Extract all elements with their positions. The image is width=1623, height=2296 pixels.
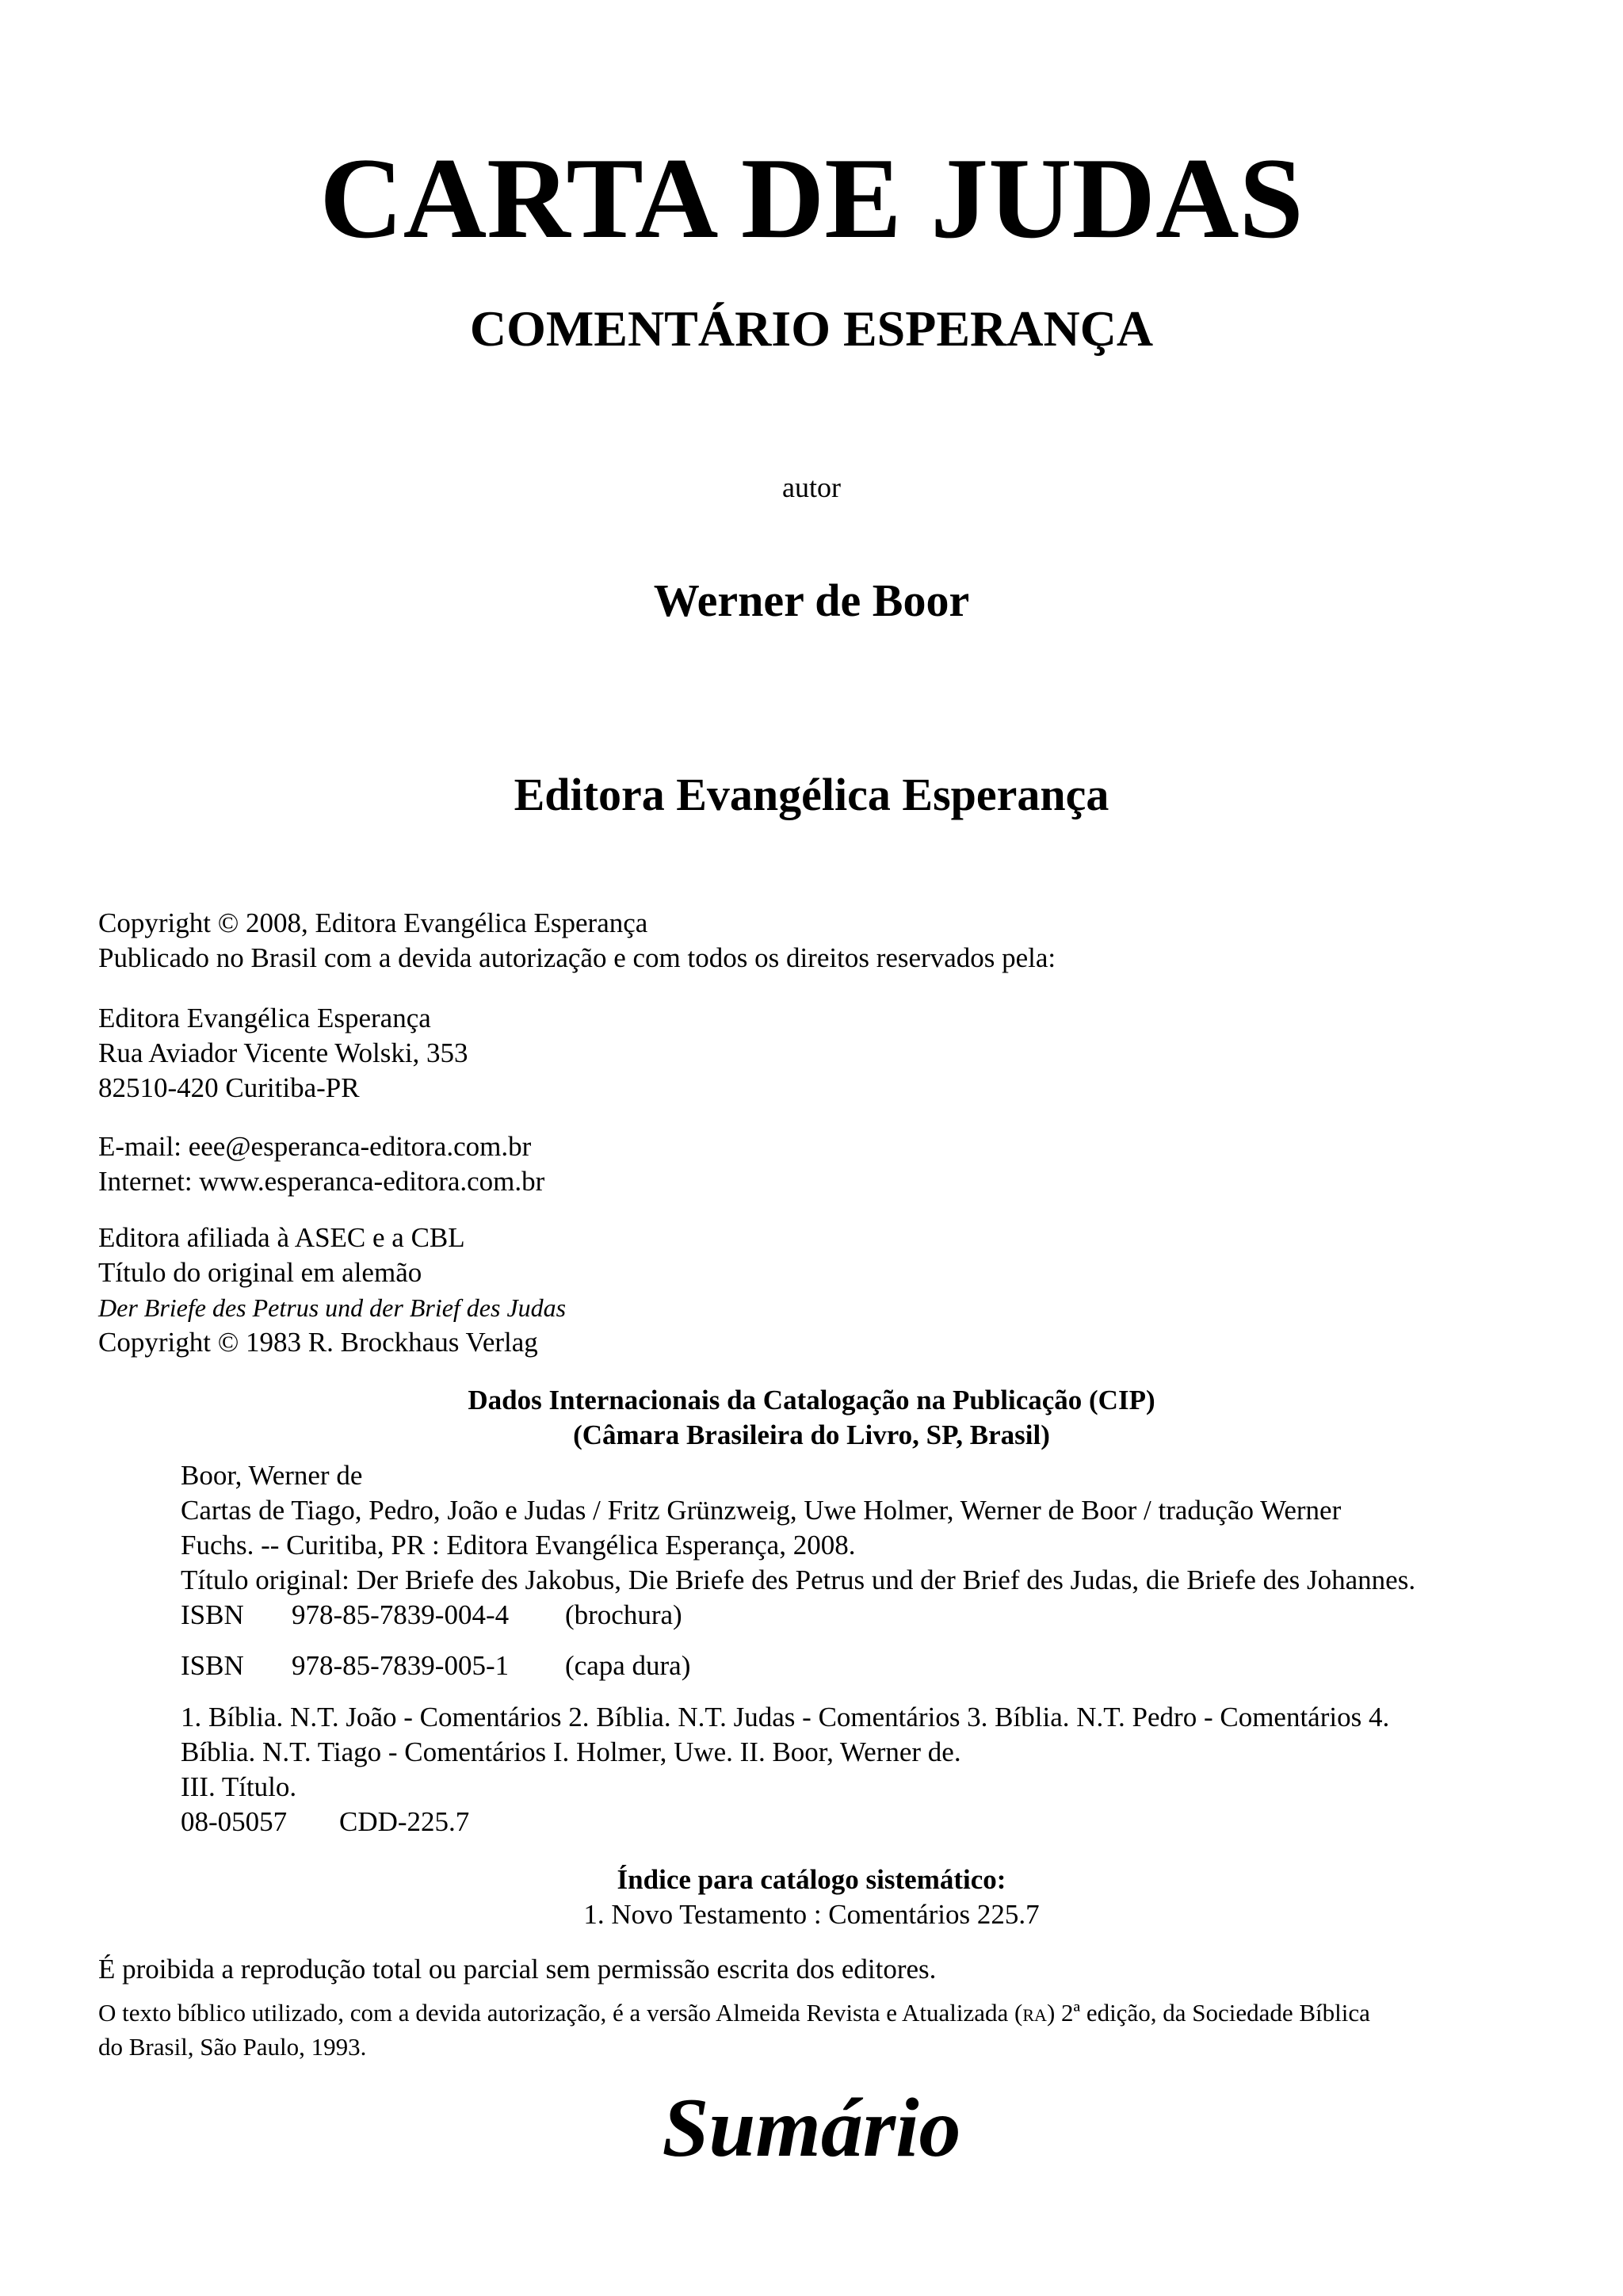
copyright-line: Copyright © 2008, Editora Evangélica Esperança bbox=[98, 907, 648, 938]
index-heading: Índice para catálogo sistemático: bbox=[617, 1864, 1006, 1895]
cip-heading bbox=[0, 1383, 1623, 1453]
email-line: E-mail: eee@esperanca-editora.com.br bbox=[98, 1131, 532, 1162]
rights-notice: É proibida a reprodução total ou parcial sem permissão escrita dos editores. bbox=[98, 1954, 937, 1985]
version-abbr: RA bbox=[1022, 2005, 1047, 2025]
cip-original-title: Título original: Der Briefe des Jakobus, Die Briefe des Petrus und der Brief des Judas, die Briefe des Johannes. bbox=[181, 1564, 1416, 1595]
address-block bbox=[98, 1001, 1525, 1106]
isbn-type: (brochura) bbox=[565, 1599, 682, 1630]
publisher-name: Editora Evangélica Esperança bbox=[514, 769, 1109, 820]
published-line: Publicado no Brasil com a devida autorização e com todos os direitos reservados pela: bbox=[98, 942, 1056, 973]
bible-note-line2: do Brasil, São Paulo, 1993. bbox=[98, 2033, 367, 2061]
contents-heading: Sumário bbox=[662, 2081, 961, 2174]
address-name: Editora Evangélica Esperança bbox=[98, 1003, 431, 1033]
isbn-label: ISBN bbox=[181, 1599, 244, 1630]
book-title: CARTA DE JUDAS bbox=[319, 134, 1304, 262]
cdd-number: CDD-225.7 bbox=[339, 1806, 470, 1837]
cdd-row bbox=[181, 1805, 1528, 1839]
contact-block bbox=[98, 1129, 1525, 1199]
cip-entry bbox=[181, 1458, 1528, 1633]
bible-note-line1: O texto bíblico utilizado, com a devida autorização, é a versão Almeida Revista e Atualizada (RA) 2ª edição, da Sociedade Bíblica bbox=[98, 1999, 1370, 2027]
cip-author: Boor, Werner de bbox=[181, 1460, 363, 1491]
cip-heading-line1: Dados Internacionais da Catalogação na Publicação (CIP) bbox=[468, 1385, 1155, 1415]
cip-subjects bbox=[181, 1700, 1528, 1839]
address-city: 82510-420 Curitiba-PR bbox=[98, 1072, 360, 1103]
book-subtitle: COMENTÁRIO ESPERANÇA bbox=[469, 300, 1154, 357]
cip-heading-line2: (Câmara Brasileira do Livro, SP, Brasil) bbox=[573, 1419, 1050, 1450]
isbn-label: ISBN bbox=[181, 1650, 244, 1681]
address-street: Rua Aviador Vicente Wolski, 353 bbox=[98, 1037, 468, 1068]
original-copyright: Copyright © 1983 R. Brockhaus Verlag bbox=[98, 1327, 538, 1358]
author-label: autor bbox=[782, 472, 841, 503]
author-name: Werner de Boor bbox=[653, 575, 970, 626]
bible-note bbox=[98, 1997, 1533, 2063]
isbn-row bbox=[181, 1648, 1528, 1683]
isbn-number: 978-85-7839-004-4 bbox=[292, 1599, 510, 1630]
original-block bbox=[98, 1221, 1525, 1360]
cip-entry-line2: Fuchs. -- Curitiba, PR : Editora Evangélica Esperança, 2008. bbox=[181, 1530, 856, 1561]
index-entry: 1. Novo Testamento : Comentários 225.7 bbox=[583, 1899, 1040, 1930]
subjects-line2: Bíblia. N.T. Tiago - Comentários I. Holmer, Uwe. II. Boor, Werner de. bbox=[181, 1736, 961, 1767]
isbn-type: (capa dura) bbox=[565, 1650, 691, 1681]
cip-entry-line1: Cartas de Tiago, Pedro, João e Judas / Fritz Grünzweig, Uwe Holmer, Werner de Boor / tradução Werner bbox=[181, 1495, 1342, 1526]
copyright-block bbox=[98, 906, 1525, 976]
systematic-index bbox=[0, 1862, 1623, 1932]
isbn-row bbox=[181, 1598, 1528, 1633]
original-title: Der Briefe des Petrus und der Brief des Judas bbox=[98, 1293, 567, 1322]
cip-isbn2 bbox=[181, 1648, 1528, 1683]
isbn-number: 978-85-7839-005-1 bbox=[292, 1650, 510, 1681]
internet-line: Internet: www.esperanca-editora.com.br bbox=[98, 1166, 545, 1197]
subjects-line3: III. Título. bbox=[181, 1771, 297, 1802]
original-label: Título do original em alemão bbox=[98, 1257, 422, 1288]
control-number: 08-05057 bbox=[181, 1806, 288, 1837]
subjects-line1: 1. Bíblia. N.T. João - Comentários 2. Bíblia. N.T. Judas - Comentários 3. Bíblia. N.T. Pedro - Comentários 4. bbox=[181, 1702, 1390, 1733]
affiliation-line: Editora afiliada à ASEC e a CBL bbox=[98, 1222, 465, 1253]
